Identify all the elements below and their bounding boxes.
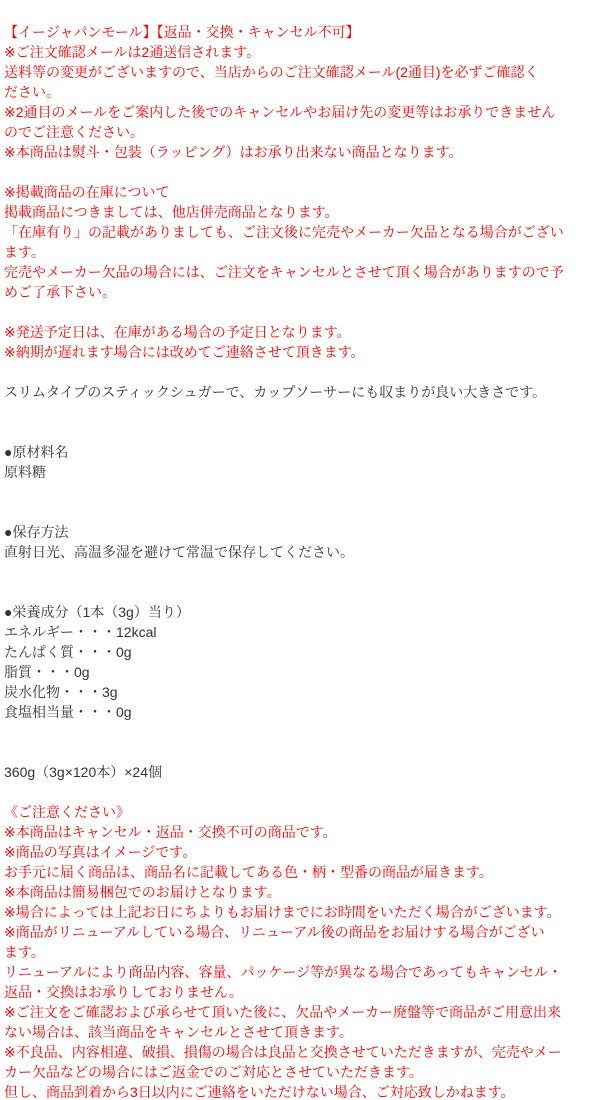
text-line: ます。 — [4, 944, 45, 960]
text-line: たんぱく質・・・0g — [4, 644, 132, 660]
text-line: 完売やメーカー欠品の場合には、ご注文をキャンセルとさせて頂く場合がありますので予 — [4, 264, 564, 280]
text-line: ※掲載商品の在庫について — [4, 184, 170, 200]
text-line: ※ご注文確認メールは2通送信されます。 — [4, 44, 261, 60]
text-line: リニューアルにより商品内容、容量、パッケージ等が異なる場合であってもキャンセル・ — [4, 964, 563, 980]
text-line: ※不良品、内容相違、破損、損傷の場合は良品と交換させていただきますが、完売やメー — [4, 1044, 562, 1060]
text-line: 送料等の変更がございますので、当店からのご注文確認メール(2通目)を必ずご確認く — [4, 64, 539, 80]
text-line: ます。 — [4, 244, 45, 260]
text-line: 食塩相当量・・・0g — [4, 704, 132, 720]
text-line: 但し、商品到着から3日以内にご連絡をいただけない場合、ご対応致しかねます。 — [4, 1084, 515, 1100]
text-line: ※本商品は簡易梱包でのお届けとなります。 — [4, 884, 281, 900]
text-line: 脂質・・・0g — [4, 664, 90, 680]
text-line: ●保存方法 — [4, 524, 69, 540]
text-line: カー欠品などの場合にはご返金でのご対応とさせていただきます。 — [4, 1064, 423, 1080]
text-line: 《ご注意ください》 — [4, 804, 130, 820]
text-line: 原料糖 — [4, 464, 46, 480]
text-line: 掲載商品につきましては、他店併売商品となります。 — [4, 204, 339, 220]
text-line: 炭水化物・・・3g — [4, 684, 118, 700]
text-line: ●原材料名 — [4, 444, 69, 460]
text-line: ※ご注文をご確認および承らせて頂いた後に、欠品やメーカー廃盤等で商品がご用意出来 — [4, 1004, 562, 1020]
text-line: ※納期が遅れます場合には改めてご連絡させて頂きます。 — [4, 344, 365, 360]
text-line: ※本商品は熨斗・包装（ラッピング）はお承り出来ない商品となります。 — [4, 144, 463, 160]
text-line: お手元に届く商品は、商品名に記載してある色・柄・型番の商品が届きます。 — [4, 864, 493, 880]
text-line: ●栄養成分（1本（3g）当り） — [4, 604, 190, 620]
section-caution-notice — [4, 802, 594, 1100]
text-line: ※商品がリニューアルしている場合、リニューアル後の商品をお届けする場合がござい — [4, 924, 545, 940]
text-line: 直射日光、高温多湿を避けて常温で保存してください。 — [4, 544, 354, 560]
text-line: のでご注意ください。 — [4, 124, 144, 140]
text-line: スリムタイプのスティックシュガーで、カップソーサーにも収まりが良い大きさです。 — [4, 384, 547, 400]
text-line: ださい。 — [4, 84, 60, 100]
section-package-spec — [4, 762, 594, 782]
section-ingredients — [4, 442, 594, 482]
text-line: 「在庫有り」の記載がありましても、ご注文後に完売やメーカー欠品となる場合がござい — [4, 224, 564, 240]
section-storage-method — [4, 522, 594, 562]
section-product-description — [4, 382, 594, 402]
text-line: ※2通目のメールをご案内した後でのキャンセルやお届け先の変更等はお承りできません — [4, 104, 556, 120]
text-line: エネルギー・・・12kcal — [4, 624, 157, 640]
text-line: ※本商品はキャンセル・返品・交換不可の商品です。 — [4, 824, 337, 840]
text-line: ない場合は、該当商品をキャンセルとさせて頂きます。 — [4, 1024, 353, 1040]
section-store-header-and-order-mail-notice — [4, 22, 594, 162]
section-shipping-schedule-notice — [4, 322, 594, 362]
text-line: 【イージャパンモール】【返品・交換・キャンセル不可】 — [4, 24, 360, 40]
text-line: ※場合によっては上記お日にちよりもお届けまでにお時間をいただく場合がございます。 — [4, 904, 561, 920]
text-line: 返品・交換はお承りしておりません。 — [4, 984, 243, 1000]
text-line: 360g（3g×120本）×24個 — [4, 764, 162, 780]
section-stock-notice — [4, 182, 594, 302]
section-nutrition-facts — [4, 602, 594, 722]
text-line: ※商品の写真はイメージです。 — [4, 844, 197, 860]
text-line: ※発送予定日は、在庫がある場合の予定日となります。 — [4, 324, 351, 340]
text-line: めご了承下さい。 — [4, 284, 116, 300]
